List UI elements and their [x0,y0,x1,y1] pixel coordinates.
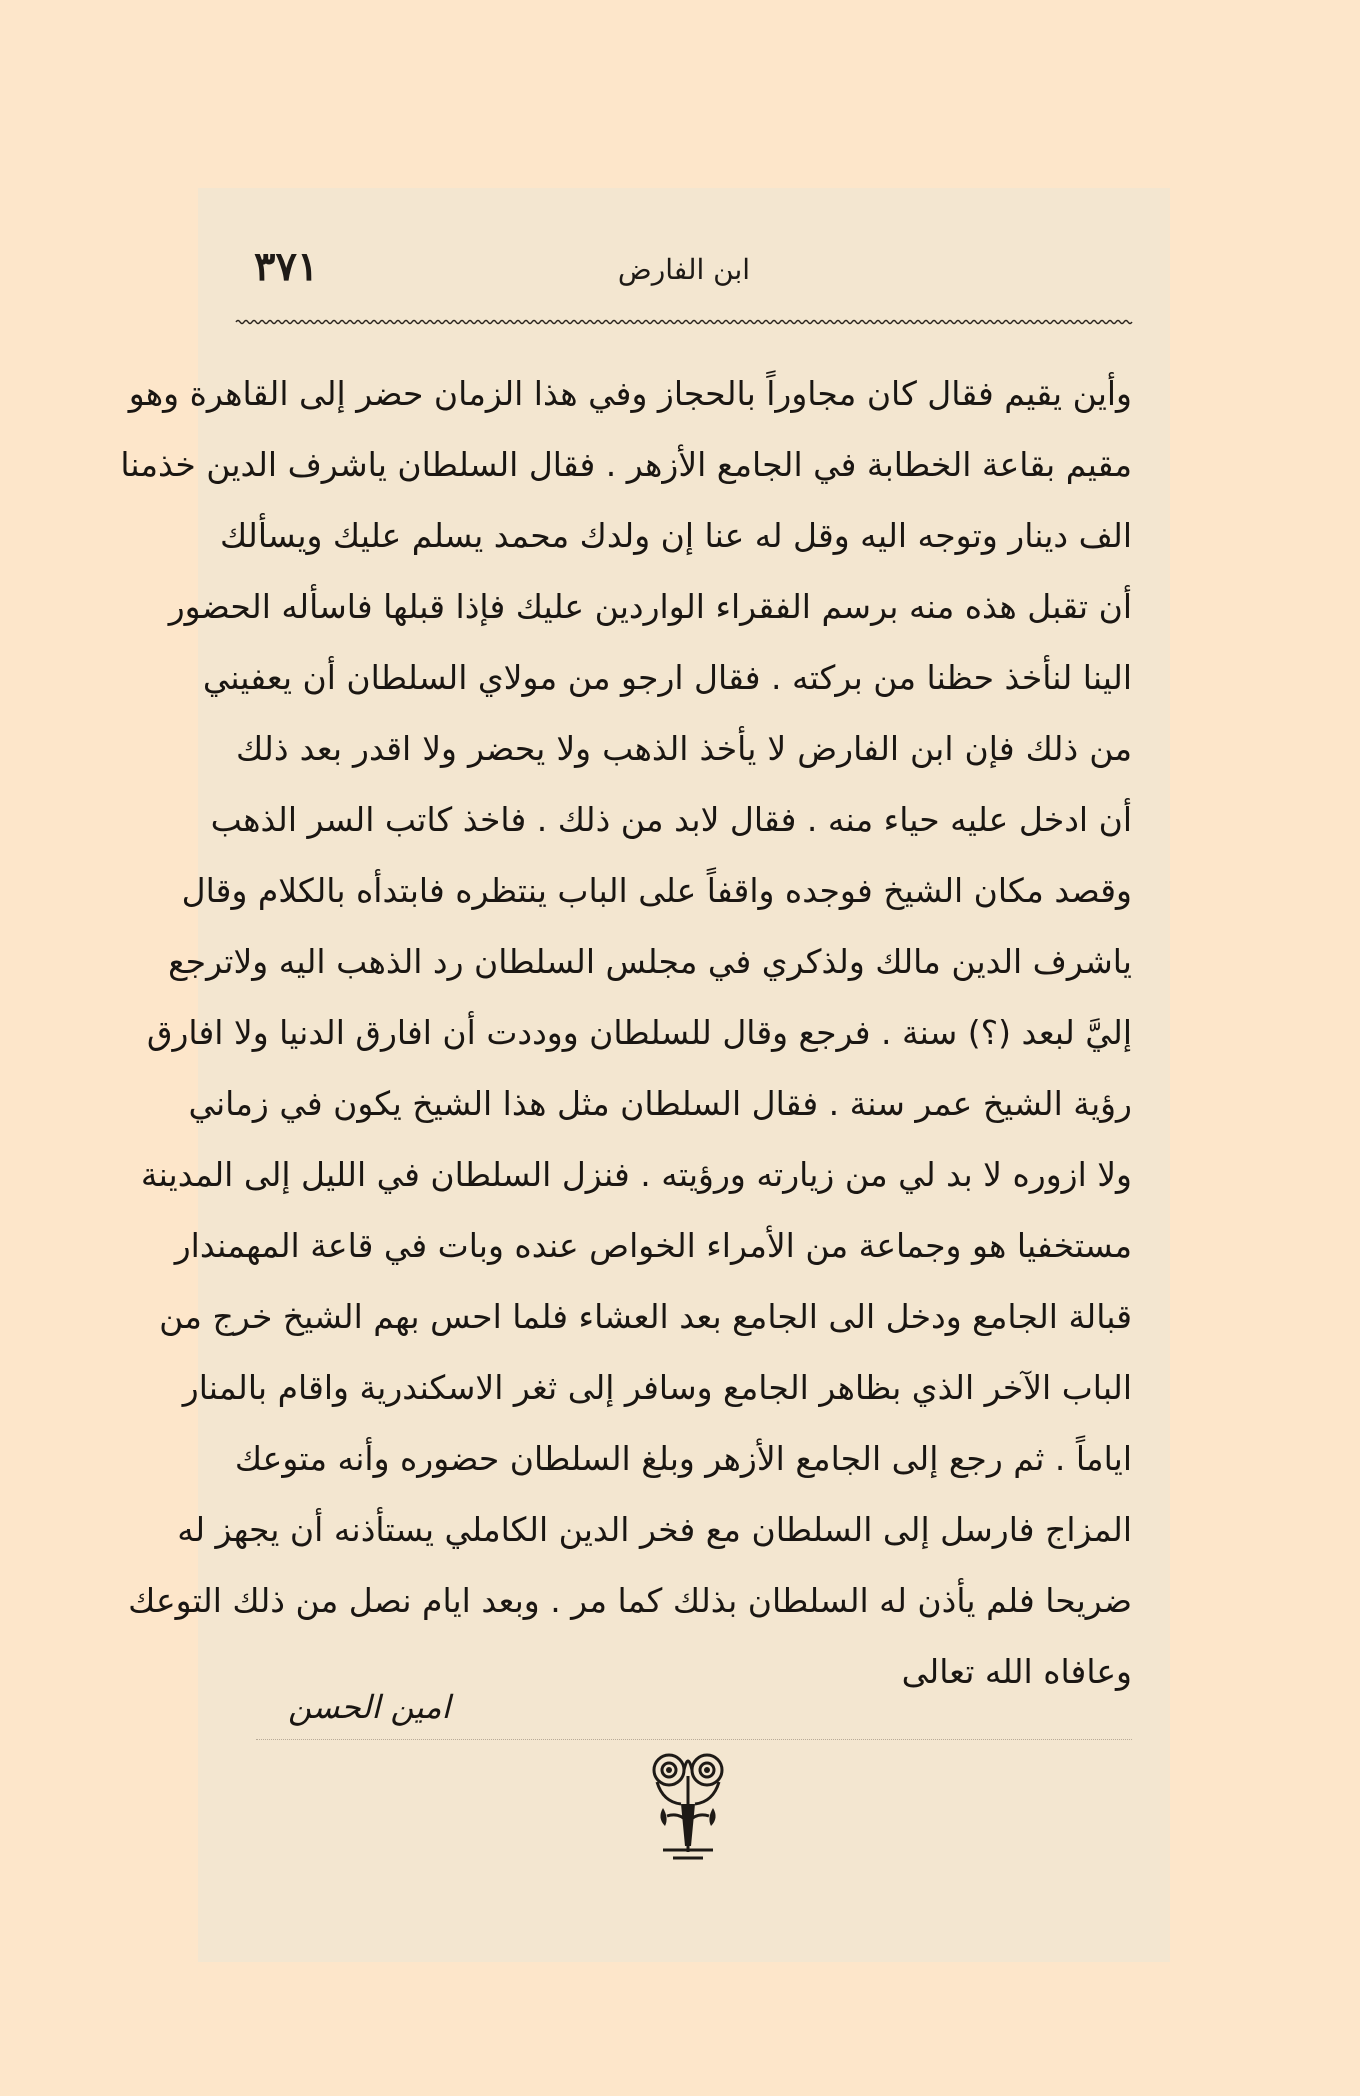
body-text [120,358,1132,1707]
book-page [120,188,1170,1962]
header-rule [236,319,1132,325]
text-line: ضريحا فلم يأذن له السلطان بذلك كما مر . وبعد ايام نصل من ذلك التوعك [128,1581,1132,1620]
text-line: أن ادخل عليه حياء منه . فقال لابد من ذلك . فاخذ كاتب السر الذهب [210,800,1132,839]
page-number: ٣٧١ [254,243,319,290]
text-line: ولا ازوره لا بد لي من زيارته ورؤيته . فنزل السلطان في الليل إلى المدينة [140,1155,1132,1194]
text-line: من ذلك فإن ابن الفارض لا يأخذ الذهب ولا يحضر ولا اقدر بعد ذلك [236,729,1132,768]
text-line: وعافاه الله تعالى [901,1652,1132,1691]
footer-dotted-rule [256,1739,1132,1740]
text-line: قبالة الجامع ودخل الى الجامع بعد العشاء فلما احس بهم الشيخ خرج من [159,1297,1132,1336]
author-signature: امين الحسن [288,1688,451,1726]
text-line: المزاج فارسل إلى السلطان مع فخر الدين الكاملي يستأذنه أن يجهز له [177,1510,1132,1549]
text-line: مقيم بقاعة الخطابة في الجامع الأزهر . فقال السلطان ياشرف الدين خذمنا [120,445,1132,484]
text-line: رؤية الشيخ عمر سنة . فقال السلطان مثل هذا الشيخ يكون في زماني [188,1084,1132,1123]
text-line: وقصد مكان الشيخ فوجده واقفاً على الباب ينتظره فابتدأه بالكلام وقال [181,871,1132,910]
text-line: مستخفيا هو وجماعة من الأمراء الخواص عنده وبات في قاعة المهمندار [174,1226,1132,1265]
text-line: الف دينار وتوجه اليه وقل له عنا إن ولدك محمد يسلم عليك ويسألك [219,516,1132,555]
text-line: اياماً . ثم رجع إلى الجامع الأزهر وبلغ السلطان حضوره وأنه متوعك [234,1439,1132,1478]
page-title: ابن الفارض [617,253,751,286]
text-line: وأين يقيم فقال كان مجاوراً بالحجاز وفي هذا الزمان حضر إلى القاهرة وهو [128,374,1132,413]
text-line: ياشرف الدين مالك ولذكري في مجلس السلطان رد الذهب اليه ولاترجع [168,942,1132,981]
text-line: إليَّ لبعد (؟) سنة . فرجع وقال للسلطان ووددت أن افارق الدنيا ولا افارق [146,1013,1132,1052]
text-line: الينا لنأخذ حظنا من بركته . فقال ارجو من مولاي السلطان أن يعفيني [202,658,1132,697]
text-line: الباب الآخر الذي بظاهر الجامع وسافر إلى ثغر الاسكندرية واقام بالمنار [182,1368,1132,1407]
fleuron-ornament-icon [643,1746,733,1866]
page-header [236,243,1132,295]
text-line: أن تقبل هذه منه برسم الفقراء الواردين عليك فإذا قبلها فاسأله الحضور [168,587,1132,626]
